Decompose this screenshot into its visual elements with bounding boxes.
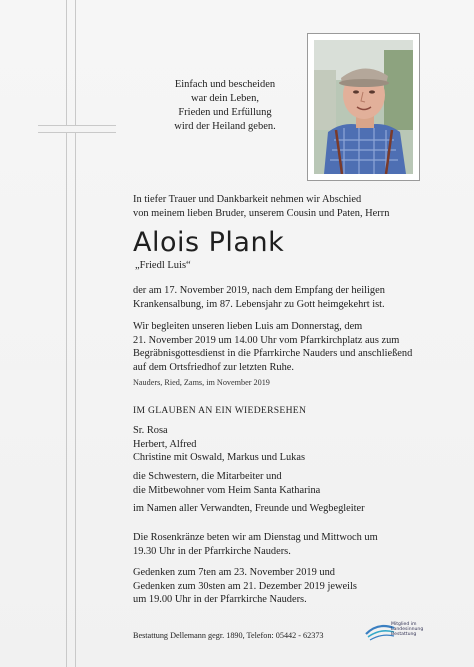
poem-line: wird der Heiland geben. — [174, 121, 276, 132]
funeral-line: Wir begleiten unseren lieben Luis am Donnerstag, dem — [133, 321, 363, 332]
mourner-line: Christine mit Oswald, Markus und Lukas — [133, 452, 306, 463]
deceased-name: Alois Plank — [133, 227, 285, 258]
death-notice — [133, 284, 453, 311]
death-line: Krankensalbung, im 87. Lebensjahr zu Gott heimgekehrt ist. — [133, 298, 385, 310]
mourner-line: Sr. Rosa — [133, 425, 168, 436]
portrait-photo — [314, 40, 413, 174]
guild-logo-text: Mitglied im Landesinnung Bestattung — [391, 622, 424, 638]
funeral-home-footer: Bestattung Dellemann gegr. 1890, Telefon: 05442 - 62373 — [133, 631, 324, 640]
rosary-notice — [133, 531, 453, 558]
rosary-line: Die Rosenkränze beten wir am Dienstag und Mittwoch um — [133, 532, 378, 543]
mourners-all — [133, 502, 453, 516]
portrait-illustration — [314, 40, 413, 174]
memorial-line: Gedenken zum 30sten am 21. Dezember 2019 jeweils — [133, 580, 357, 592]
cross-vertical-bar — [66, 0, 76, 667]
deceased-nickname: „Friedl Luis“ — [135, 260, 191, 271]
poem-line: Frieden und Erfüllung — [178, 107, 272, 118]
intro-text — [133, 193, 453, 220]
poem-line: Einfach und bescheiden — [174, 79, 276, 90]
mourner-line: im Namen aller Verwandten, Freunde und Wegbegleiter — [133, 503, 365, 514]
mourner-line: die Mitbewohner vom Heim Santa Katharina — [133, 484, 321, 496]
mourners-family — [133, 424, 453, 465]
intro-line: In tiefer Trauer und Dankbarkeit nehmen wir Abschied — [133, 194, 362, 205]
funeral-notice — [133, 320, 453, 374]
death-line: der am 17. November 2019, nach dem Empfang der heiligen — [133, 285, 385, 296]
funeral-line: auf dem Ortsfriedhof zur letzten Ruhe. — [133, 361, 294, 373]
rosary-line: 19.30 Uhr in der Pfarrkirche Nauders. — [133, 545, 291, 557]
memorial-notice — [133, 566, 453, 607]
memorial-line: um 19.00 Uhr in der Pfarrkirche Nauders. — [133, 594, 307, 605]
mourner-line: Herbert, Alfred — [133, 438, 197, 450]
poem-line: war dein Leben, — [191, 93, 259, 104]
funeral-line: 21. November 2019 um 14.00 Uhr vom Pfarrkirchplatz aus zum — [133, 334, 400, 346]
intro-line: von meinem lieben Bruder, unserem Cousin und Paten, Herrn — [133, 207, 390, 219]
portrait-frame — [307, 33, 420, 181]
poem — [150, 78, 300, 134]
funeral-line: Begräbnisgottesdienst in die Pfarrkirche Nauders und anschließend — [133, 348, 413, 359]
cross-horizontal-bar — [38, 125, 116, 133]
mourners-home — [133, 470, 453, 497]
faith-heading: IM GLAUBEN AN EIN WIEDERSEHEN — [133, 405, 307, 416]
place-date: Nauders, Ried, Zams, im November 2019 — [133, 378, 270, 387]
memorial-line: Gedenken zum 7ten am 23. November 2019 und — [133, 567, 335, 578]
mourner-line: die Schwestern, die Mitarbeiter und — [133, 471, 282, 482]
